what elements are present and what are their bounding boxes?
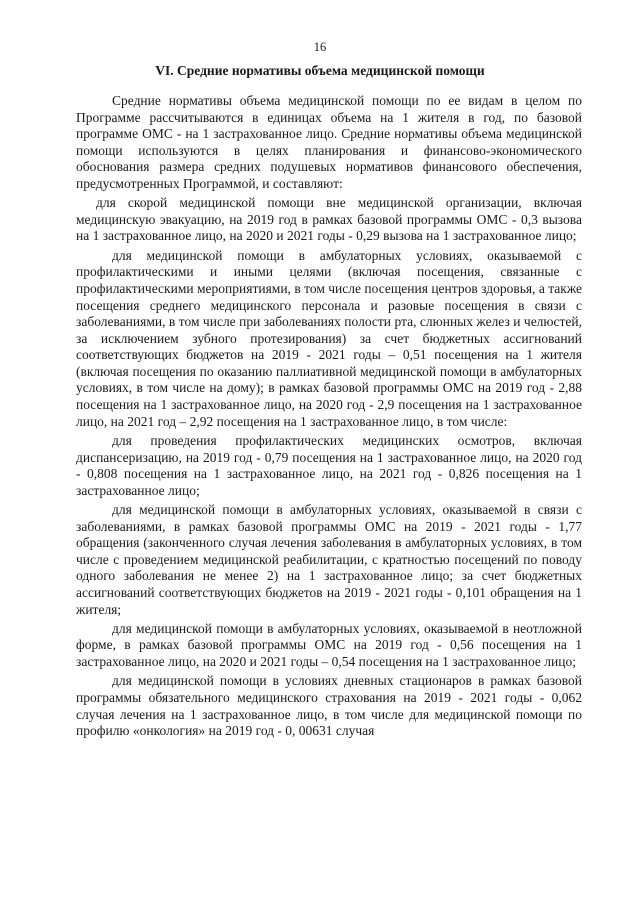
paragraph-ambulance: для скорой медицинской помощи вне медицинской организации, включая медицинскую эвакуацию, на 2019 год в рамках базовой программы ОМС - 0,3 вызова на 1 застрахованное лицо, на 2020 и 2021 годы - 0,29 вызова на 1 застрахованное лицо; (76, 195, 582, 244)
intro-paragraph: Средние нормативы объема медицинской помощи по ее видам в целом по Программе рассчитываются в единицах объема на 1 жителя в год, по базовой программе ОМС - на 1 застрахованное лицо. Средние нормативы объема медицинской помощи используются в целях планирования и финансово-экономического обоснования размера средних подушевых нормативов финансового обеспечения, предусмотренных Программой, и составляют: (76, 93, 582, 191)
document-body (76, 93, 582, 742)
page-number: 16 (313, 40, 327, 54)
paragraph-checkups: для проведения профилактических медицинских осмотров, включая диспансеризацию, на 2019 год - 0,79 посещения на 1 застрахованное лицо, на 2020 год - 0,808 посещения на 1 застрахованное лицо, на 2021 год - 0,826 посещения на 1 застрахованное лицо; (76, 432, 582, 498)
section-title: VI. Средние нормативы объема медицинской помощи (155, 63, 485, 78)
paragraph-outpatient-preventive: для медицинской помощи в амбулаторных условиях, оказываемой с профилактическими и иными целями (включая посещения, связанные с профилактическими мероприятиями, в том числе посещения центров здоровья, а также посещения среднего медицинского персонала и разовые посещения в связи с заболеваниями, в том числе при заболеваниях полости рта, слюнных желез и челюстей, за исключением зубного протезирования) за счет бюджетных ассигнований соответствующих бюджетов на 2019 - 2021 годы – 0,51 посещения на 1 жителя (включая посещения по оказанию паллиативной медицинской помощи в амбулаторных условиях, в том числе на дому); в рамках базовой программы ОМС на 2019 год - 2,88 посещения на 1 застрахованное лицо, на 2020 год - 2,9 посещения на 1 застрахованное лицо, на 2021 год – 2,92 посещения на 1 застрахованное лицо, в том числе: (76, 247, 582, 429)
paragraph-outpatient-emergency: для медицинской помощи в амбулаторных условиях, оказываемой в неотложной форме, в рамках базовой программы ОМС на 2019 год - 0,56 посещения на 1 застрахованное лицо, на 2020 и 2021 годы – 0,54 посещения на 1 застрахованное лицо; (76, 620, 582, 670)
paragraph-outpatient-disease: для медицинской помощи в амбулаторных условиях, оказываемой в связи с заболеваниями, в рамках базовой программы ОМС на 2019 - 2021 годы - 1,77 обращения (законченного случая лечения заболевания в амбулаторных условиях, в том числе с проведением медицинской реабилитации, с кратностью посещений по поводу одного заболевания не менее 2) на 1 застрахованное лицо; за счет бюджетных ассигнований соответствующих бюджетов на 2019 - 2021 годы - 0,101 обращения на 1 жителя; (76, 502, 582, 617)
paragraph-day-hospital: для медицинской помощи в условиях дневных стационаров в рамках базовой программы обязательного медицинского страхования на 2019 - 2021 годы - 0,062 случая лечения на 1 застрахованное лицо, в том числе для медицинской помощи по профилю «онкология» на 2019 год - 0, 00631 случая (76, 673, 582, 739)
